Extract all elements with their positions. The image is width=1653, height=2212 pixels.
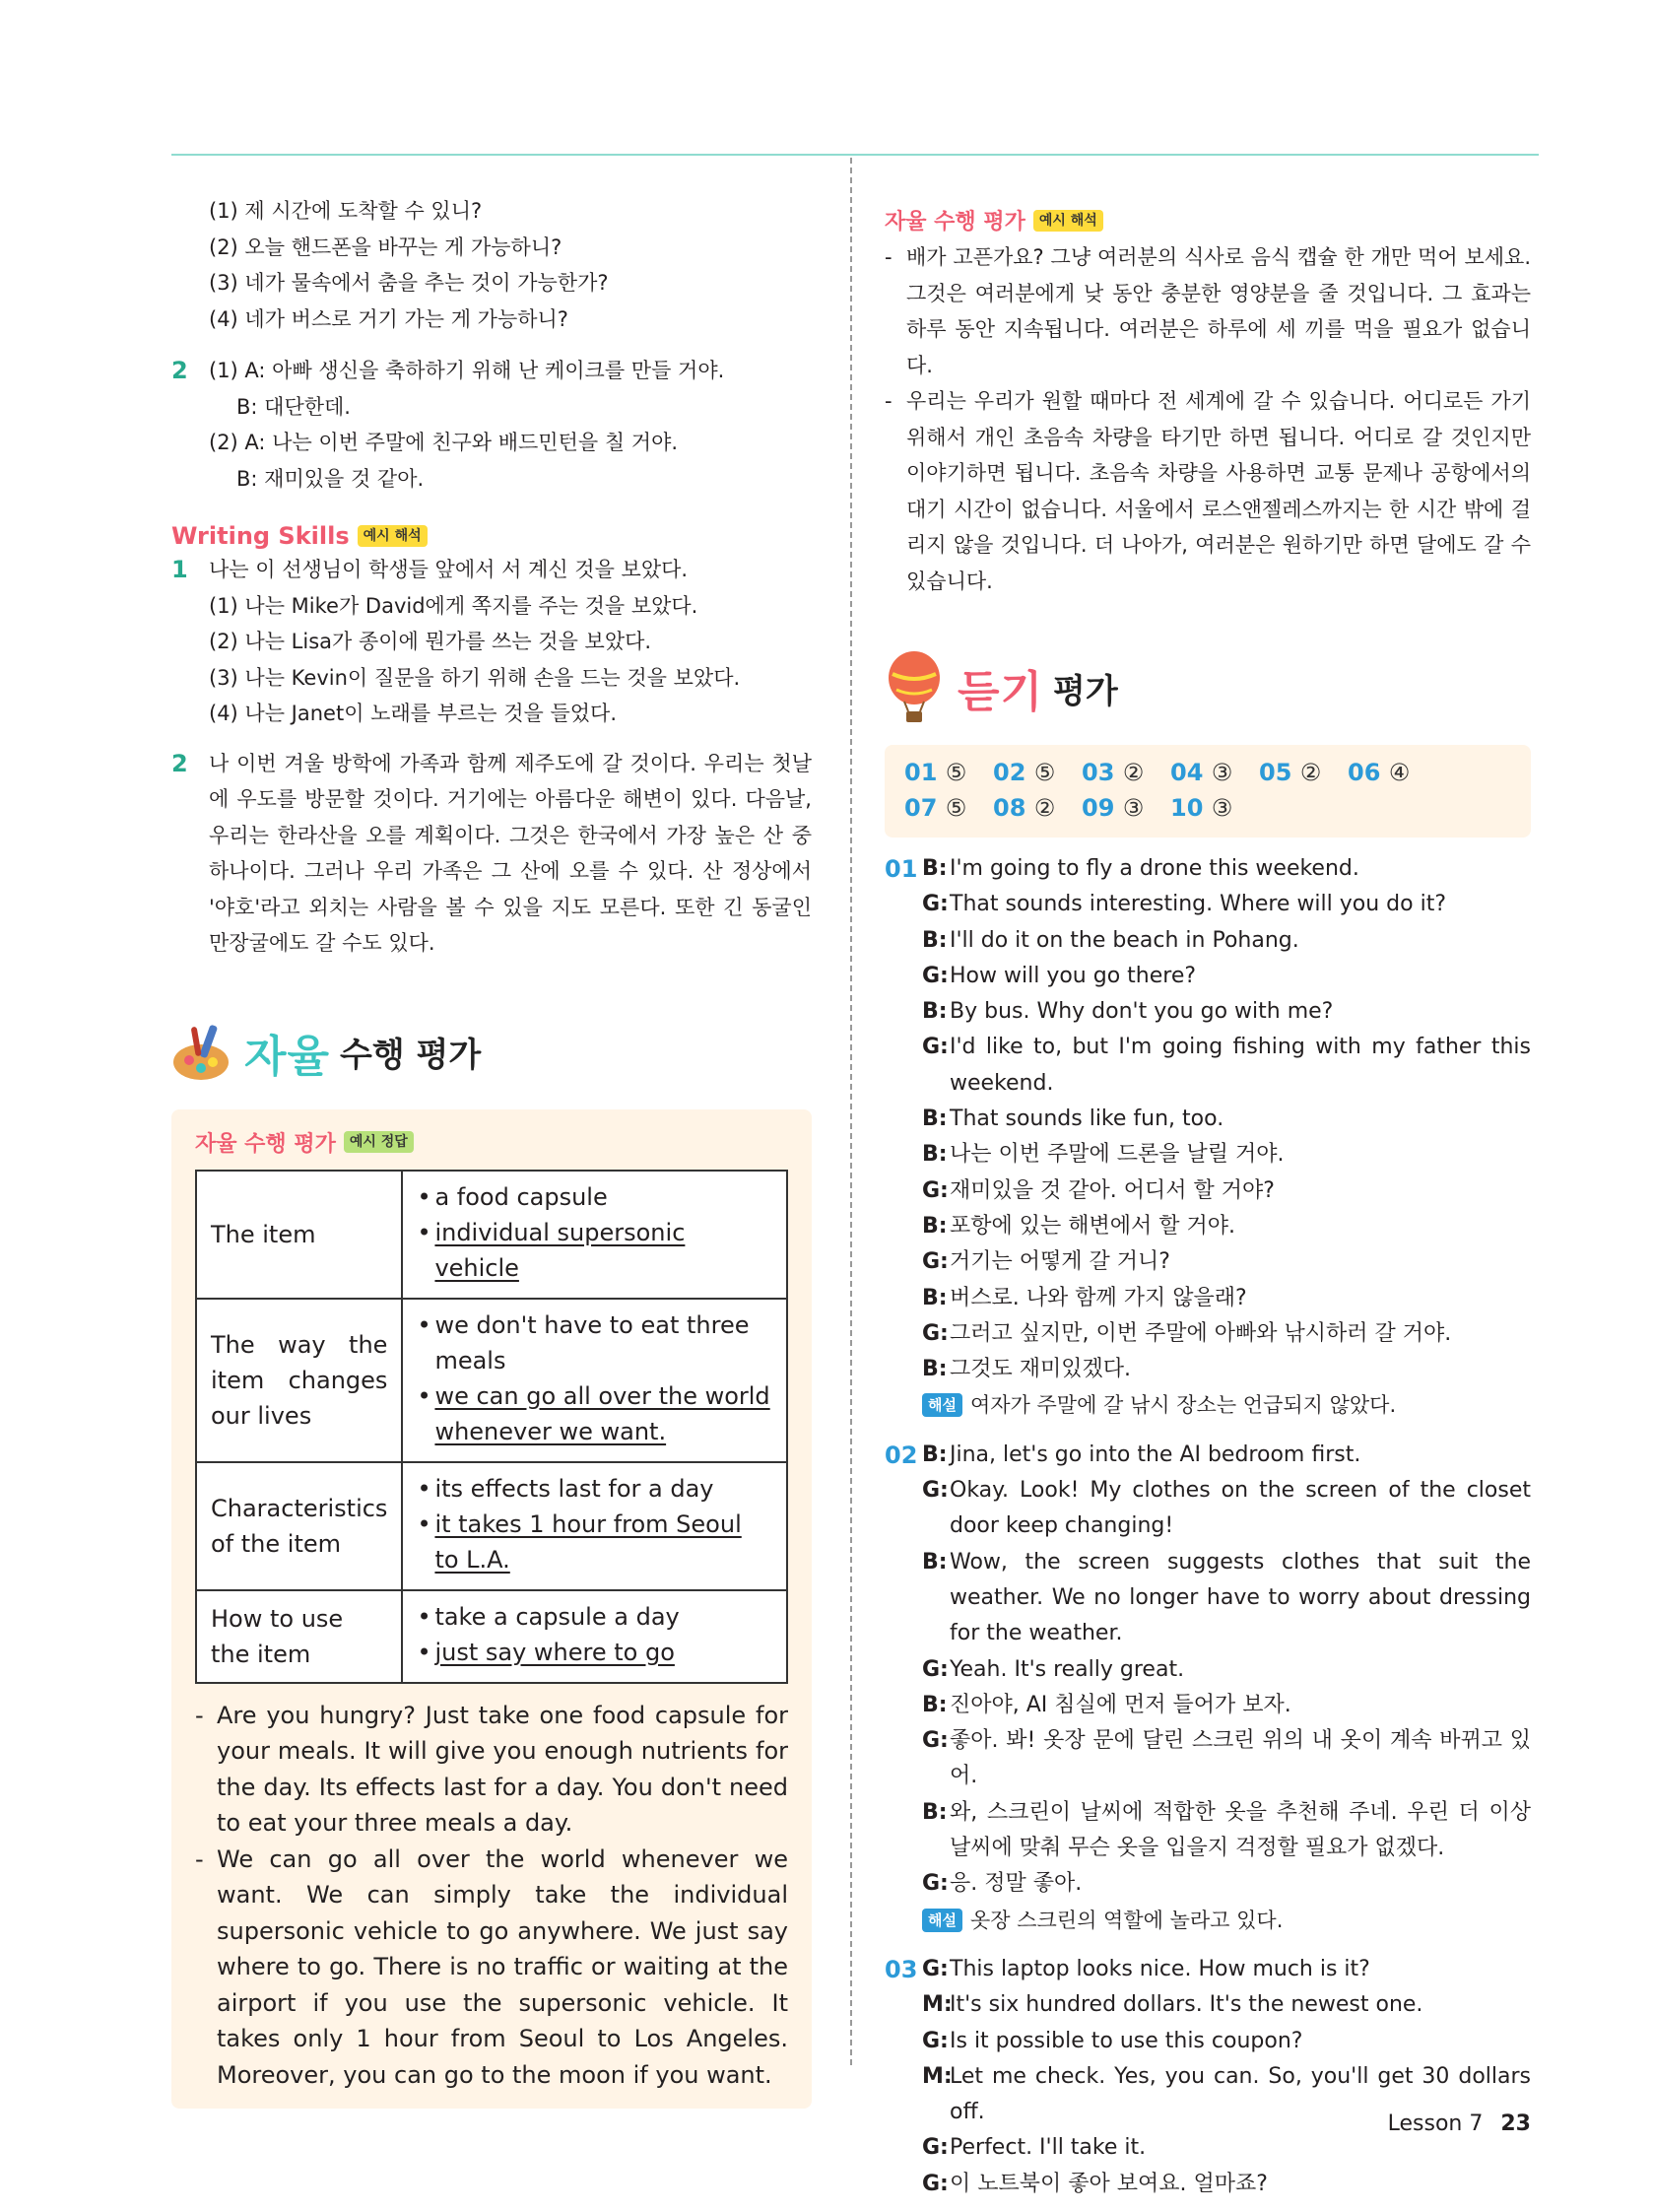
line-text: I'd like to, but I'm going fishing with my father this weekend.: [950, 1035, 1531, 1096]
column-divider: [850, 158, 852, 2065]
line-text: Wow, the screen suggests clothes that suit the weather. We no longer have to worry about dressing for the weather.: [950, 1549, 1531, 1646]
translation-header: [885, 205, 1531, 235]
box-title: 자율 수행 평가: [885, 210, 1025, 235]
right-column: [885, 205, 1531, 2202]
dialogue-line: [922, 887, 1531, 922]
answer-key-box: [885, 745, 1531, 838]
line-text: I'm going to fly a drone this weekend.: [950, 856, 1359, 881]
list-item: (3) 나는 Kevin이 질문을 하기 위해 손을 드는 것을 보았다.: [209, 665, 741, 690]
table-label: The way the item changes our lives: [196, 1299, 402, 1462]
line-text: Is it possible to use this coupon?: [950, 2028, 1303, 2053]
speaker: G:: [922, 1320, 949, 1346]
list-item: (2) A: 나는 이번 주말에 친구와 배드민턴을 칠 거야.: [209, 431, 679, 454]
dialogue-line: [922, 851, 1531, 887]
list-item: (1) 나는 Mike가 David에게 쪽지를 주는 것을 보았다.: [209, 593, 698, 618]
table-item: it takes 1 hour from Seoul to L.A.: [434, 1509, 742, 1574]
box-header: [195, 1127, 788, 1158]
speaker: G:: [922, 2028, 949, 2053]
line-text: Yeah. It's really great.: [950, 1656, 1185, 1682]
writing-question-1: [171, 552, 812, 732]
list-item: (4) 나는 Janet이 노래를 부르는 것을 들었다.: [209, 702, 618, 725]
section-title-small: 평가: [1053, 671, 1118, 711]
dialogue-lines: [922, 1438, 1531, 1938]
dialogue-line: [922, 1244, 1531, 1280]
line-text: 그것도 재미있겠다.: [950, 1357, 1132, 1382]
speaker: B:: [922, 1692, 948, 1717]
dialogue-line: [922, 1866, 1531, 1902]
table-item: a food capsule: [434, 1182, 608, 1211]
dialogue-line: [922, 1795, 1531, 1867]
speaker: B:: [922, 1799, 948, 1825]
line-text: It's six hundred dollars. It's the newest one.: [950, 1992, 1423, 2018]
answer-item: 08 ②: [993, 794, 1056, 822]
dialogue-03: [885, 1952, 1531, 2202]
list-item: (2) 나는 Lisa가 종이에 뭔가를 쓰는 것을 보았다.: [209, 630, 652, 653]
dialogue-line: [922, 1316, 1531, 1352]
top-rule: [171, 154, 1539, 156]
lesson-label: Lesson 7: [1387, 2111, 1484, 2136]
dialogue-line: [922, 1209, 1531, 1244]
dialogue-line: [922, 1137, 1531, 1173]
dialogue-line: [922, 1987, 1531, 2023]
table-row: [196, 1590, 787, 1683]
question-number: 02: [885, 1441, 918, 1469]
list-item: (3) 네가 물속에서 춤을 추는 것이 가능한가?: [209, 271, 609, 295]
speaker: B:: [922, 927, 948, 953]
speaker: G:: [922, 1035, 949, 1060]
speaker: G:: [922, 1177, 949, 1203]
line-text: 그러고 싶지만, 이번 주말에 아빠와 낚시하러 갈 거야.: [950, 1320, 1452, 1346]
jayul-section-header: [171, 1013, 812, 1092]
speaker: G:: [922, 1728, 949, 1754]
box-title: 자율 수행 평가: [195, 1131, 336, 1157]
line-text: 응. 정말 좋아.: [950, 1871, 1083, 1897]
question-number: 2: [171, 357, 188, 384]
line-text: 포항에 있는 해변에서 할 거야.: [950, 1213, 1235, 1239]
table-row: [196, 1462, 787, 1590]
line-text: 재미있을 것 같아. 어디서 할 거야?: [950, 1177, 1275, 1203]
table-item: we can go all over the world whenever we want.: [434, 1381, 770, 1445]
dialogue-lines: [922, 1952, 1531, 2202]
speaker: G:: [922, 1656, 949, 1682]
table-row: [196, 1171, 787, 1299]
line-text: 이 노트북이 좋아 보여요. 얼마죠?: [950, 2171, 1268, 2196]
left-column: [171, 193, 812, 2109]
writing-question-2: [171, 746, 812, 962]
list-item: (2) 오늘 핸드폰을 바꾸는 게 가능하니?: [209, 235, 562, 259]
list-item: B: 대단한데.: [236, 394, 351, 419]
speaker: G:: [922, 1478, 949, 1504]
line-text: This laptop looks nice. How much is it?: [950, 1956, 1370, 1981]
table-item: individual supersonic vehicle: [434, 1218, 686, 1282]
dialogue-line: [922, 994, 1531, 1030]
speaker: G:: [922, 1249, 949, 1275]
translation-paragraphs: [885, 239, 1531, 599]
speaker: G:: [922, 2135, 949, 2161]
page-footer: [1388, 2111, 1531, 2136]
speaker: B:: [922, 1285, 948, 1310]
answer-item: 03 ②: [1082, 759, 1145, 786]
answer-item: 02 ⑤: [993, 759, 1056, 786]
question-number: 01: [885, 855, 918, 883]
speaker: B:: [922, 1441, 948, 1467]
line-text: How will you go there?: [950, 963, 1197, 988]
speaker: B:: [922, 1106, 948, 1132]
hot-air-balloon-icon: [885, 650, 944, 725]
list-item: (1) A: 아빠 생신을 축하하기 위해 난 케이크를 만들 거야.: [209, 359, 725, 382]
explanation: [922, 1903, 1531, 1938]
explanation-tag: 해설: [922, 1393, 962, 1417]
speaker: G:: [922, 1871, 949, 1897]
answer-key: [904, 755, 1511, 826]
dialogue-line: [922, 1102, 1531, 1137]
explanation-tag: 해설: [922, 1909, 962, 1932]
dialogue-02: [885, 1438, 1531, 1938]
answer-item: 06 ④: [1348, 759, 1411, 786]
question-number: 03: [885, 1955, 918, 1983]
line-text: 거기는 어떻게 갈 거니?: [950, 1249, 1170, 1275]
table-label: The item: [196, 1171, 402, 1299]
line-text: Let me check. Yes, you can. So, you'll get 30 dollars off.: [950, 2063, 1531, 2125]
line-text: That sounds interesting. Where will you do it?: [950, 892, 1447, 917]
section-badge: 예시 해석: [358, 525, 428, 547]
list-item: (4) 네가 버스로 거기 가는 게 가능하니?: [209, 306, 568, 331]
box-badge: 예시 정답: [344, 1131, 414, 1153]
question-2-lines: [209, 353, 724, 497]
dialogue-line: [922, 923, 1531, 959]
dialogue-line: [922, 1723, 1531, 1795]
question-number: 1: [171, 556, 188, 583]
explanation-text: 여자가 주말에 갈 낚시 장소는 언급되지 않았다.: [969, 1393, 1397, 1418]
table-row: [196, 1299, 787, 1462]
line-text: That sounds like fun, too.: [950, 1106, 1224, 1132]
dialogue-line: [922, 2024, 1531, 2059]
table-label: Characteristics of the item: [196, 1462, 402, 1590]
line-text: I'll do it on the beach in Pohang.: [950, 927, 1299, 953]
listening-section-header: [885, 648, 1531, 727]
dialogue-line: [922, 1281, 1531, 1316]
question-2: [171, 353, 812, 497]
line-text: 와, 스크린이 날씨에 적합한 옷을 추천해 주네. 우린 더 이상 날씨에 맞춰 무슨 옷을 입을지 걱정할 필요가 없겠다.: [950, 1799, 1531, 1861]
line-text: Perfect. I'll take it.: [950, 2135, 1147, 2161]
section-title-big: 자율: [244, 1031, 331, 1082]
writing-skills-header: [171, 522, 812, 550]
dash-paragraph: - 배가 고픈가요? 그냥 여러분의 식사로 음식 캡슐 한 개만 먹어 보세요. 그것은 여러분에게 낮 동안 충분한 영양분을 줄 것입니다. 그 효과는 하루 동안 지속됩니다. 여러분은 하루에 세 끼를 먹을 필요가 없습니다.: [885, 245, 1531, 377]
dash-paragraph: - 우리는 우리가 원할 때마다 전 세계에 갈 수 있습니다. 어디로든 가기 위해서 개인 초음속 차량을 타기만 하면 됩니다. 어디로 갈 것인지만 이야기하면 됩니다. 초음속 차량을 사용하면 교통 문제나 공항에서의 대기 시간이 없습니다. 서울에서 로스앤젤레스까지는 한 시간 밖에 걸리지 않을 것입니다. 더 나아가, 여러분은 원하기만 하면 달에도 갈 수 있습니다.: [885, 389, 1531, 593]
line-text: 나는 이번 주말에 드론을 날릴 거야.: [950, 1142, 1285, 1168]
speaker: G:: [922, 2171, 949, 2196]
table-value: • we don't have to eat three meals • we can go all over the world whenever we want.: [402, 1299, 787, 1462]
answer-item: 01 ⑤: [904, 759, 967, 786]
table-value: • take a capsule a day • just say where to go: [402, 1590, 787, 1683]
speaker: M:: [922, 2063, 953, 2089]
section-title: Writing Skills: [171, 522, 350, 550]
palette-icon: [171, 1021, 234, 1084]
line-text: 버스로. 나와 함께 가지 않을래?: [950, 1285, 1247, 1310]
speaker: M:: [922, 1992, 953, 2018]
answer-item: 07 ⑤: [904, 794, 967, 822]
answer-table: [195, 1170, 788, 1684]
dialogue-line: [922, 1030, 1531, 1102]
list-item: (1) 제 시간에 도착할 수 있니?: [209, 199, 483, 223]
box-badge: 예시 해석: [1033, 210, 1103, 232]
dialogue-line: [922, 1952, 1531, 1987]
line-text: Okay. Look! My clothes on the screen of the closet door keep changing!: [950, 1478, 1531, 1539]
table-item: just say where to go: [434, 1638, 675, 1666]
dialogue-line: [922, 1438, 1531, 1473]
dialogue-line: [922, 1473, 1531, 1545]
line-text: By bus. Why don't you go with me?: [950, 999, 1334, 1025]
table-value: • a food capsule • individual supersonic vehicle: [402, 1171, 787, 1299]
line-text: 좋아. 봐! 옷장 문에 달린 스크린 위의 내 옷이 계속 바뀌고 있어.: [950, 1728, 1531, 1789]
explanation-text: 옷장 스크린의 역할에 놀라고 있다.: [969, 1908, 1284, 1932]
page-number: 23: [1500, 2111, 1531, 2136]
list-item: B: 재미있을 것 같아.: [236, 466, 425, 491]
speaker: B:: [922, 999, 948, 1025]
speaker: G:: [922, 1956, 949, 1981]
list-item: 나는 이 선생님이 학생들 앞에서 서 계신 것을 보았다.: [209, 558, 689, 581]
speaker: G:: [922, 892, 949, 917]
dialogues: [885, 851, 1531, 2202]
answer-item: 05 ②: [1259, 759, 1322, 786]
table-value: • its effects last for a day • it takes 1 hour from Seoul to L.A.: [402, 1462, 787, 1590]
dash-paragraph: - Are you hungry? Just take one food capsule for your meals. It will give you enough nutrients for the day. Its effects last for a day. You don't need to eat your three meals a day.: [195, 1701, 788, 1837]
answer-item: 04 ③: [1170, 759, 1233, 786]
explanation: [922, 1387, 1531, 1423]
speaker: B:: [922, 1357, 948, 1382]
jayul-answer-box: [171, 1109, 812, 2110]
table-item: its effects last for a day: [434, 1474, 714, 1503]
line-text: 진아야, AI 침실에 먼저 들어가 보자.: [950, 1692, 1291, 1717]
speaker: B:: [922, 1142, 948, 1168]
dialogue-line: [922, 1688, 1531, 1723]
speaker: B:: [922, 1213, 948, 1239]
dash-paragraph: - We can go all over the world whenever we want. We can simply take the individual supersonic vehicle to go anywhere. We just say where to go. There is no traffic or waiting at the airport if you use the supersonic vehicle. It takes only 1 hour from Seoul to Los Angeles. Moreover, you can go to the moon if you want.: [195, 1844, 788, 2089]
speaker: B:: [922, 856, 948, 881]
writing-question-1-lines: [209, 552, 740, 732]
table-label: How to use the item: [196, 1590, 402, 1683]
answer-paragraphs: [195, 1698, 788, 2094]
speaker: G:: [922, 963, 949, 988]
answer-item: 09 ③: [1082, 794, 1145, 822]
table-item: take a capsule a day: [434, 1602, 680, 1631]
dialogue-line: [922, 1545, 1531, 1652]
section-title-small: 수행 평가: [340, 1036, 482, 1075]
dialogue-line: [922, 1352, 1531, 1387]
answer-item: 10 ③: [1170, 794, 1233, 822]
dialogue-lines: [922, 851, 1531, 1424]
dialogue-line: [922, 2167, 1531, 2202]
line-text: Jina, let's go into the AI bedroom first.: [950, 1441, 1361, 1467]
table-item: we don't have to eat three meals: [434, 1310, 750, 1374]
dialogue-line: [922, 1652, 1531, 1688]
answer-list-1: [171, 193, 812, 337]
question-number: 2: [171, 749, 188, 777]
speaker: B:: [922, 1549, 948, 1575]
section-title-big: 듣기: [958, 667, 1044, 717]
dialogue-line: [922, 1173, 1531, 1209]
dialogue-01: [885, 851, 1531, 1424]
writing-paragraph: 나 이번 겨울 방학에 가족과 함께 제주도에 갈 것이다. 우리는 첫날에 우도를 방문할 것이다. 거기에는 아름다운 해변이 있다. 다음날, 우리는 한라산을 오를 계획이다. 그것은 한국에서 가장 높은 산 중 하나이다. 그러나 우리 가족은 그 산에 오를 수 있다. 산 정상에서 '야호'라고 외치는 사람을 볼 수 있을 지도 모른다. 또한 긴 동굴인 만장굴에도 갈 수도 있다.: [209, 751, 812, 955]
dialogue-line: [922, 959, 1531, 994]
